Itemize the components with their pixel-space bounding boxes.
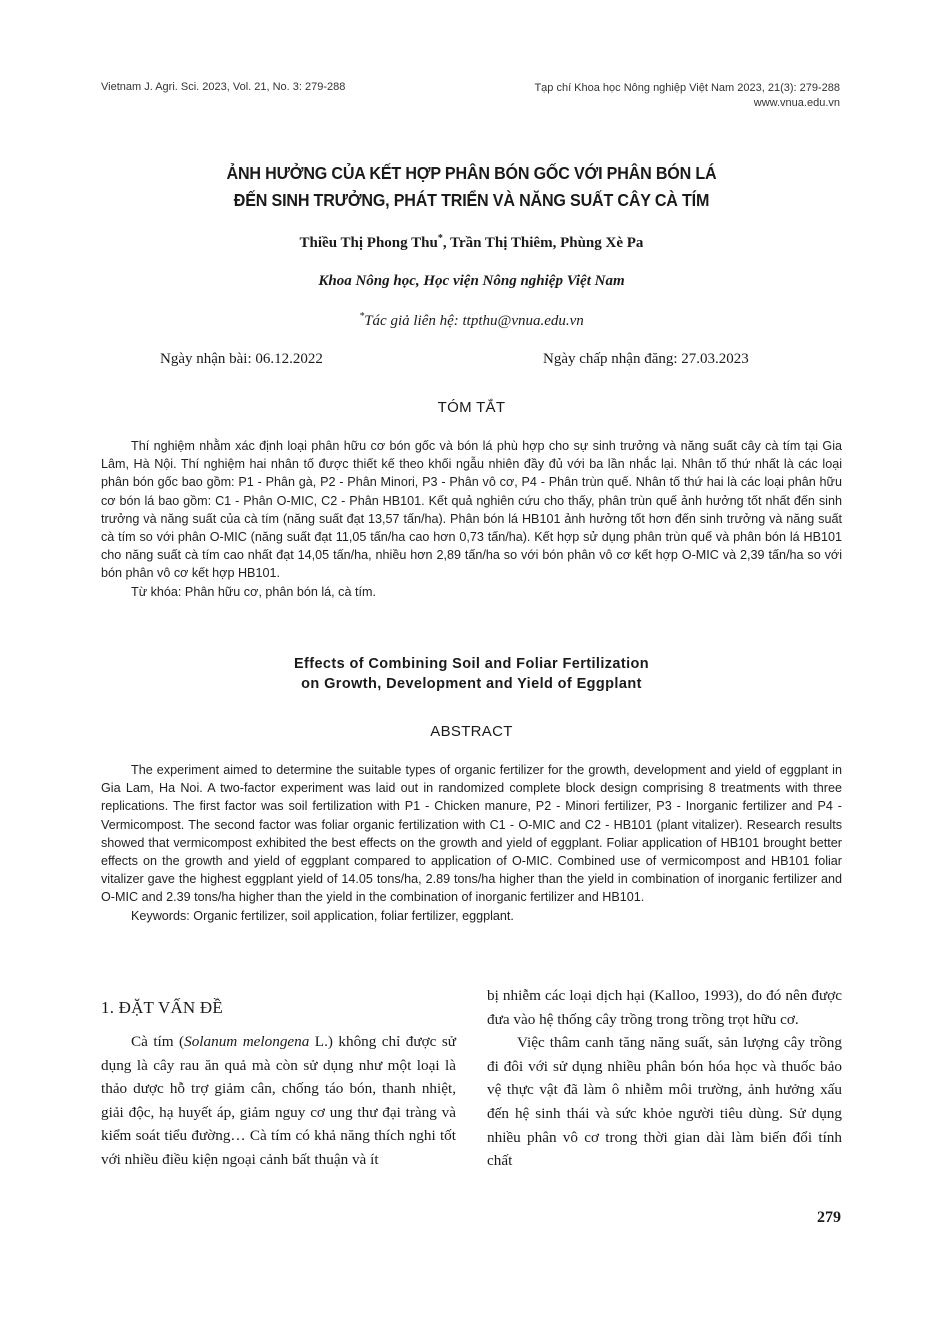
corresponding-mark-2: *: [359, 311, 365, 322]
abstract-en: [101, 761, 842, 925]
article-title-en-line1: Effects of Combining Soil and Foliar Fertilization: [293, 656, 650, 672]
intro-paragraph-1-continued: bị nhiễm các loại dịch hại (Kalloo, 1993), do đó nên được đưa vào hệ thống cây trồng trong trồng trọt hữu cơ.: [487, 987, 842, 1028]
article-title-vn-line1: ẢNH HƯỞNG CỦA KẾT HỢP PHÂN BÓN GỐC VỚI PHÂN BÓN LÁ: [226, 163, 717, 183]
affiliation: Khoa Nông học, Học viện Nông nghiệp Việt Nam: [318, 273, 625, 289]
author-others: , Trần Thị Thiêm, Phùng Xè Pa: [442, 235, 644, 251]
corresponding-mark: *: [437, 233, 443, 244]
received-date: Ngày nhận bài: 06.12.2022: [160, 351, 323, 367]
abstract-vn-heading: TÓM TẮT: [437, 399, 506, 416]
journal-header-en: Vietnam J. Agri. Sci. 2023, Vol. 21, No. 3: 279-288: [101, 81, 346, 93]
intro-paragraph-1: [101, 1030, 456, 1172]
keywords-en: Keywords: Organic fertilizer, soil application, foliar fertilizer, eggplant.: [131, 908, 514, 923]
journal-header-vn: [534, 81, 840, 111]
article-title-vn-line2: ĐẾN SINH TRƯỞNG, PHÁT TRIỂN VÀ NĂNG SUẤT CÂY CÀ TÍM: [233, 190, 710, 210]
body-column-right: [487, 984, 842, 1173]
section-heading-introduction: 1. ĐẶT VẤN ĐỀ: [101, 998, 223, 1017]
keywords-vn: Từ khóa: Phân hữu cơ, phân bón lá, cà tím.: [131, 584, 376, 599]
journal-header-vn-line1: Tạp chí Khoa học Nông nghiệp Việt Nam 2023, 21(3): 279-288: [534, 82, 840, 94]
intro-p1-start: Cà tím (: [131, 1033, 185, 1050]
abstract-en-body: The experiment aimed to determine the suitable types of organic fertilizer for the growth, development and yield of eggplant in Gia Lam, Ha Noi. A two-factor experiment was laid out in randomized complete block design comprising 8 treatments with three replications. The first factor was soil fertilization with P1 - Chicken manure, P2 - Minori fertilizer, P3 - Inorganic fertilizer and P4 - Vermicompost. The second factor was foliar organic fertilization with C1 - O-MIC and C2 - HB101 (plant vitalizer). Research results showed that vermicompost exhibited the best effects on the growth and yield of eggplant. Foliar application of HB101 brought better effects on the growth and yield of eggplant compared to application of O-MIC. Combined use of vermicompost and HB101 foliar vitalizer gave the highest eggplant yield of 14.05 tons/ha, 2.89 tons/ha higher than the yield in combination of inorganic fertilizer and O-MIC and 2.39 tons/ha higher than the yield in the combination of inorganic fertilizer and HB101.: [101, 763, 842, 905]
journal-website: www.vnua.edu.vn: [753, 97, 840, 109]
article-title-en: [100, 654, 843, 694]
abstract-vn-body: Thí nghiệm nhằm xác định loại phân hữu cơ bón gốc và bón lá phù hợp cho sự sinh trưởng và năng suất cây cà tím tại Gia Lâm, Hà Nội. Thí nghiệm hai nhân tố được thiết kế theo khối ngẫu nhiên đầy đủ với ba lần nhắc lại. Nhân tố thứ nhất là các loại phân bón gốc bao gồm: P1 - Phân gà, P2 - Phân Minori, P3 - Phân vô cơ, P4 - Phân trùn quế. Nhân tố thứ hai là các loại phân hữu cơ bón lá bao gồm: C1 - Phân O-MIC, C2 - Phân HB101. Kết quả nghiên cứu cho thấy, phân trùn quế ảnh hưởng tốt nhất đến sinh trưởng và năng suất của cà tím (năng suất đạt 13,57 tấn/ha). Phân bón lá HB101 ảnh hưởng tốt hơn đến sinh trưởng và năng suất cà tím so với phân O-MIC (năng suất đạt 11,05 tấn/ha cao hơn 0,73 tấn/ha). Kết hợp sử dụng phân trùn quế và phân bón lá HB101 cho năng suất cà tím cao nhất đạt 14,05 tấn/ha, nhiều hơn 2,89 tấn/ha so với bón phân vô cơ kết hợp O-MIC và 2,39 tấn/ha so với bón phân vô cơ kết hợp HB101.: [101, 439, 842, 581]
corresponding-email: Tác giả liên hệ: ttpthu@vnua.edu.vn: [364, 313, 584, 329]
author-list: [100, 233, 843, 252]
article-title-vn: [130, 160, 814, 214]
article-title-en-line2: on Growth, Development and Yield of Eggplant: [301, 676, 642, 692]
abstract-vn: [101, 437, 842, 601]
accepted-date: Ngày chấp nhận đăng: 27.03.2023: [543, 351, 749, 367]
intro-paragraph-2: Việc thâm canh tăng năng suất, sản lượng cây trồng đi đôi với sử dụng nhiều phân bón hóa học và thuốc bảo vệ thực vật đã làm ô nhiễm môi trường, ảnh hưởng xấu đến hệ sinh thái và sức khỏe người tiêu dùng. Sử dụng nhiều phân vô cơ trong thời gian dài làm biến đổi tính chất: [487, 1034, 842, 1170]
intro-p1-rest: L.) không chỉ được sử dụng là cây rau ăn quả mà còn sử dụng như một loại là thảo dược hỗ trợ giảm cân, chống táo bón, thanh nhiệt, giải độc, hạ huyết áp, giảm nguy cơ ung thư đại tràng và kiểm soát tiểu đường… Cà tím có khả năng thích nghi tốt với nhiều điều kiện ngoại cảnh bất thuận và ít: [101, 1033, 456, 1168]
corresponding-author: [100, 311, 843, 330]
body-column-left: [101, 1030, 456, 1172]
page-number: 279: [817, 1209, 841, 1226]
author-corresponding: Thiều Thị Phong Thu: [299, 235, 438, 251]
species-name: Solanum melongena: [184, 1033, 310, 1050]
abstract-en-heading: ABSTRACT: [430, 723, 513, 740]
